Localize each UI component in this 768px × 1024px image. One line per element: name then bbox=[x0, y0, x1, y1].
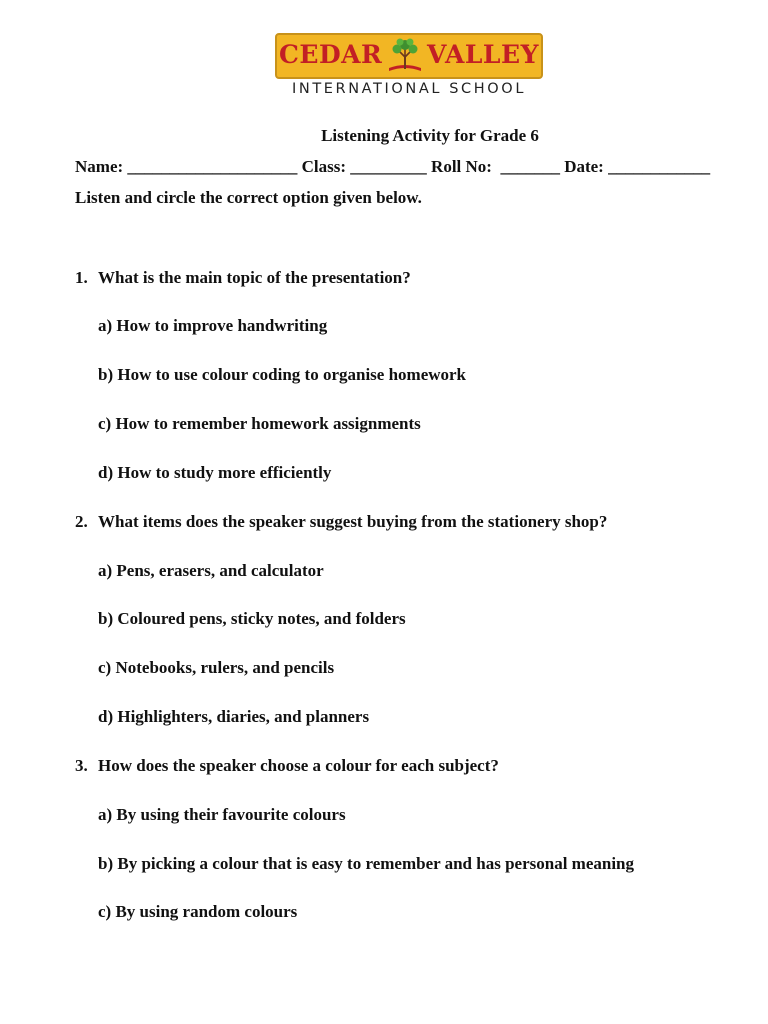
tree-icon bbox=[385, 35, 425, 75]
logo-subtitle: INTERNATIONAL SCHOOL bbox=[292, 81, 526, 97]
option-item[interactable]: b) Coloured pens, sticky notes, and folders bbox=[98, 609, 406, 628]
question-text: What items does the speaker suggest buying from the stationery shop? bbox=[98, 512, 608, 531]
option-item[interactable]: d) Highlighters, diaries, and planners bbox=[98, 707, 370, 726]
option-item[interactable]: d) How to study more efficiently bbox=[98, 463, 332, 482]
question-text: How does the speaker choose a colour for each subject? bbox=[98, 756, 499, 775]
question-number: 1. bbox=[75, 268, 88, 287]
option-item[interactable]: c) Notebooks, rulers, and pencils bbox=[98, 658, 335, 677]
question-number: 3. bbox=[75, 756, 88, 775]
option-item[interactable]: a) How to improve handwriting bbox=[98, 316, 328, 335]
logo-word-valley: VALLEY bbox=[427, 40, 539, 69]
instruction-text: Listen and circle the correct option given below. bbox=[75, 188, 422, 207]
option-item[interactable]: a) By using their favourite colours bbox=[98, 805, 346, 824]
worksheet-title: Listening Activity for Grade 6 bbox=[321, 126, 539, 145]
question-number: 2. bbox=[75, 512, 88, 531]
logo-word-cedar: CEDAR bbox=[279, 40, 383, 69]
option-item[interactable]: b) By picking a colour that is easy to remember and has personal meaning bbox=[98, 854, 635, 873]
school-logo bbox=[273, 33, 545, 99]
option-item[interactable]: c) By using random colours bbox=[98, 902, 298, 921]
option-item[interactable]: b) How to use colour coding to organise homework bbox=[98, 365, 467, 384]
option-item[interactable]: a) Pens, erasers, and calculator bbox=[98, 561, 324, 580]
option-item[interactable]: c) How to remember homework assignments bbox=[98, 414, 421, 433]
question-text: What is the main topic of the presentation? bbox=[98, 268, 411, 287]
student-info-line: Name: ____________________ Class: _________ Roll No: _______ Date: ____________ bbox=[75, 157, 711, 176]
